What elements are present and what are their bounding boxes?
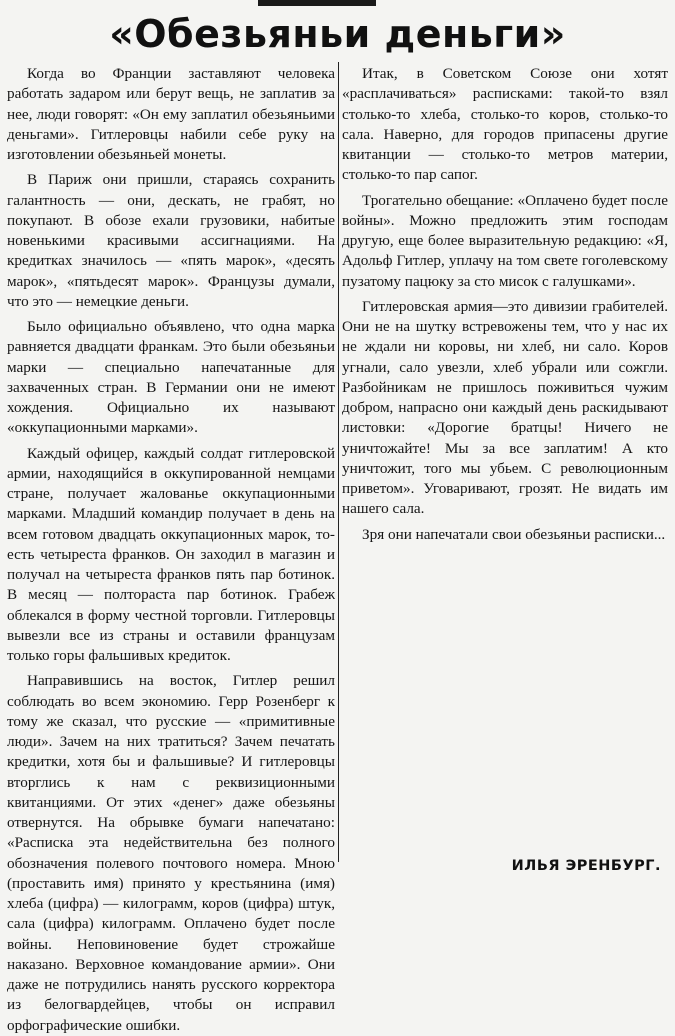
paragraph: Зря они напечатали свои обезьяньи расписки...	[362, 525, 666, 543]
paragraph: Итак, в Советском Союзе они хотят «расплачиваться» расписками: такой-то взял столько-то хлеба, столько-то коров, столько-то сала. Наверно, для городов припасены другие квитанции — столько-то метров материи, столько-то пар сапог.	[342, 65, 668, 184]
paragraph: Направившись на восток, Гитлер решил соблюдать во всем экономию. Герр Розенберг к тому же сказал, что русские — «примитивные люди». Зачем на них тратиться? Зачем печатать кредитки, хотя бы и фальшивые? И гитлеровцы вторглись к нам с реквизиционными квитанциями. От этих «денег» даже обезьяны отвернутся. На обрывке бумаги напечатано: «Расписка эта недействительна без полного обозначения полевого почтового номера. Мною (проставить имя) принято у крестьянина (имя) хлеба (цифра) — килограмм, коров (цифра) штук, сала (цифра) килограмм. Оплачено будет после войны. Неповиновение будет строжайше наказано. Верховное командование армии». Они даже не потрудились нанять русского корректора из белогвардейцев, чтобы он исправил орфографические ошибки.	[7, 672, 335, 1034]
top-rule	[258, 0, 376, 6]
author-signature: ИЛЬЯ ЭРЕНБУРГ.	[511, 858, 661, 874]
article-body-continued	[342, 64, 668, 545]
article-body	[7, 64, 335, 1036]
article-title: «Обезьяньи деньги»	[109, 12, 566, 56]
column-divider	[338, 62, 339, 862]
paragraph: Когда во Франции заставляют человека работать задаром или берут вещь, не заплатив за нее, люди говорят: «Он ему заплатил обезьяньими деньгами». Гитлеровцы набили себе руку на изготовлении обезьяньей монеты.	[7, 65, 335, 163]
paragraph: Гитлеровская армия—это дивизии грабителей. Они не на шутку встревожены тем, что у нас их не ждали ни коровы, ни хлеб, ни сало. Коров угнали, сало увезли, хлеб убрали или сожгли. Разбойникам не пришлось поживиться чужим добром, напрасно они каждый день раскидывают листовки: «Дорогие братцы! Ничего не уничтожайте! Мы за все заплатим! А кто уничтожит, того мы убьем. С революционным приветом». Уговаривают, грозят. Не видать им нашего сала.	[342, 297, 668, 518]
paragraph: Каждый офицер, каждый солдат гитлеровской армии, находящийся в оккупированной немцами стране, получает жалованье оккупационными марками. Младший командир получает в день на всем готовом двадцать оккупационных марок, то-есть четыреста франков. Он заходил в магазин и получал на четыреста франков пять пар ботинок. В месяц — полтораста пар ботинок. Грабеж облекался в форму честной торговли. Гитлеровцы вывезли все из страны и оставили французам только горы фальшивых кредиток.	[7, 444, 335, 664]
column-left	[7, 64, 335, 1034]
paragraph: Было официально объявлено, что одна марка равняется двадцати франкам. Это были обезьяньи марки — специально напечатанные для захваченных стран. В Германии они не имеют хождения. Официально их называют «оккупационными марками».	[7, 318, 335, 437]
column-right	[342, 64, 668, 880]
paragraph: В Париж они пришли, стараясь сохранить галантность — они, дескать, не грабят, но покупают. В обозе ехали грузовики, набитые новенькими красивыми ассигнациями. На кредитках значилось — «пять марок», «десять марок», «пятьдесят марок». Французы думали, что это — немецкие деньги.	[7, 171, 335, 310]
paragraph: Трогательно обещание: «Оплачено будет после войны». Можно предложить этим господам другую, еще более выразительную редакцию: «Я, Адольф Гитлер, уплачу на том свете гоголевскому пузатому пацюку за сто мисок с галушками».	[342, 191, 668, 290]
